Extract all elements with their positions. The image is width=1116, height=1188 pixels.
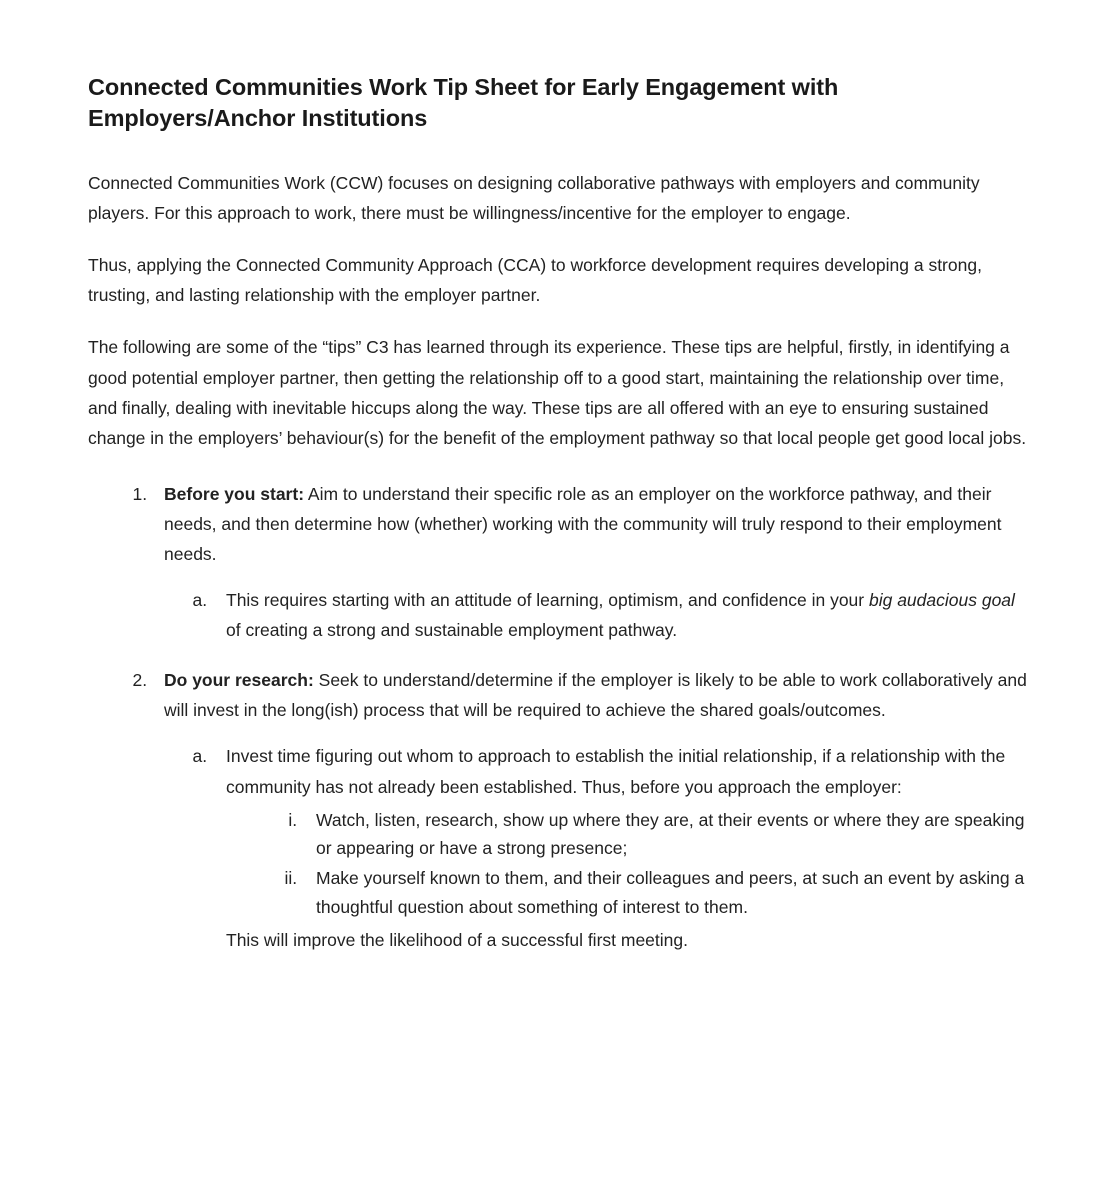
- page-title-part-a: Connected Communities Work Tip Sheet for: [88, 74, 582, 100]
- list-item: [152, 479, 1028, 645]
- page-title: [88, 72, 1018, 134]
- list-item: [212, 585, 1028, 645]
- sub-sub-list: [226, 806, 1028, 921]
- sub-item-text-before: Invest time figuring out whom to approach to establish the initial relationship, if a relationship with the community has not already been established. Thus, before you approach the employer:: [226, 746, 1006, 797]
- sub-item-emphasis: big audacious goal: [868, 590, 1015, 611]
- page-title-part-b: Early Engagement with Employers/Anchor Institutions: [88, 74, 839, 132]
- sub-item-trailing-text: This will improve the likelihood of a successful first meeting.: [226, 930, 688, 950]
- intro-paragraph-1: Connected Communities Work (CCW) focuses on designing collaborative pathways with employers and community players. For this approach to work, there must be willingness/incentive for the employer to engage.: [88, 173, 980, 224]
- list-item: ii. Make yourself known to them, and their colleagues and peers, at such an event by asking a thoughtful question about something of interest to them.: [302, 864, 1028, 921]
- sub-list: [164, 585, 1028, 645]
- list-item-text: Seek to understand/determine if the employer is likely to be able to work collaboratively and will invest in the long(ish) process that will be required to achieve the shared goals/outcomes.: [164, 670, 1027, 721]
- sub-item-text-after: of creating a strong and sustainable employment pathway.: [226, 620, 678, 641]
- list-item: [212, 741, 1028, 955]
- list-item: [152, 665, 1028, 955]
- tips-list: [88, 479, 1028, 955]
- list-item-lead: Before you start:: [164, 483, 305, 504]
- list-item-lead: Do your research:: [164, 670, 314, 691]
- sub-item-text-before: This requires starting with an attitude of learning, optimism, and confidence in your: [226, 590, 869, 611]
- list-item: i. Watch, listen, research, show up where they are, at their events or where they are speaking or appearing or have a strong presence;: [302, 806, 1028, 863]
- sub-list: [164, 741, 1028, 955]
- intro-paragraph-2: Thus, applying the Connected Community Approach (CCA) to workforce development requires developing a strong, trusting, and lasting relationship with the employer partner.: [88, 255, 982, 306]
- list-item-text: Aim to understand their specific role as an employer on the workforce pathway, and their needs, and then determine how (whether) working with the community will truly respond to their employment needs.: [164, 483, 1002, 564]
- intro-paragraph-3: The following are some of the “tips” C3 has learned through its experience. These tips are helpful, firstly, in identifying a good potential employer partner, then getting the relationship off to a good start, maintaining the relationship over time, and finally, dealing with inevitable hiccups along the way. These tips are all offered with an eye to ensuring sustained change in the employers’ behaviour(s) for the benefit of the employment pathway so that local people get good local jobs.: [88, 337, 1027, 448]
